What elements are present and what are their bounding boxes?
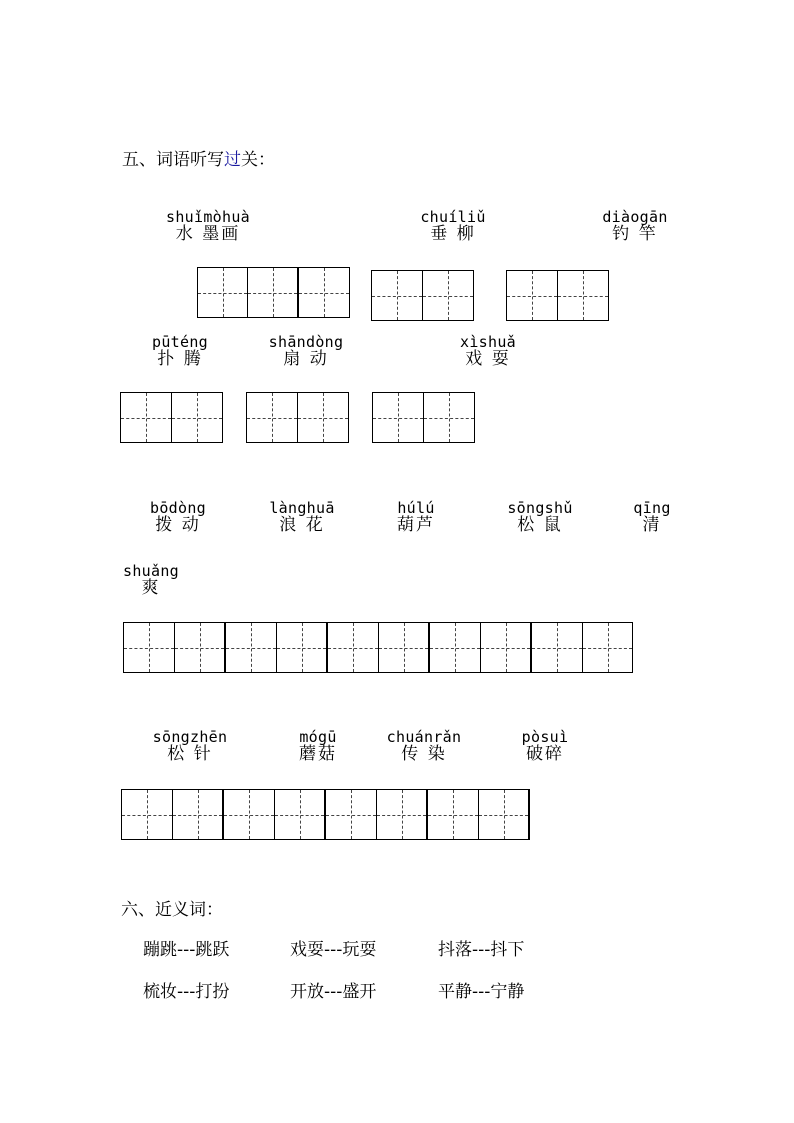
hanzi: 垂 柳: [430, 224, 476, 244]
word-shuimohua: [158, 209, 258, 244]
section-5-title-part3: 关：: [241, 150, 275, 170]
word-shandong: [260, 334, 352, 369]
hanzi: 蘑菇: [299, 744, 337, 764]
synonym-pair: 抖落---抖下: [438, 940, 525, 960]
hanzi: 松 针: [167, 744, 213, 764]
hanzi: 爽: [141, 578, 161, 598]
word-songshu: [498, 500, 582, 535]
synonym-pair: 平静---宁静: [438, 982, 525, 1002]
pinyin: mógū: [299, 728, 337, 746]
word-posui: [512, 729, 578, 764]
pinyin: húlú: [397, 499, 435, 517]
word-bodong: [140, 500, 216, 535]
pinyin: diàogān: [602, 208, 668, 226]
hanzi: 浪 花: [279, 515, 325, 535]
section-5-heading: [122, 150, 275, 170]
word-shuang: [118, 563, 184, 598]
word-chuiliu: [410, 209, 496, 244]
word-xishua: [448, 334, 528, 369]
hanzi: 扇 动: [283, 349, 329, 369]
writing-grid-row3[interactable]: [123, 622, 633, 673]
pinyin: shuǐmòhuà: [166, 208, 250, 226]
hanzi: 传 染: [401, 744, 447, 764]
pinyin: pòsuì: [521, 728, 569, 746]
section-5-title-part1: 五、词语听写: [122, 150, 224, 170]
hanzi: 钓 竿: [612, 224, 658, 244]
pinyin: xìshuǎ: [460, 333, 516, 351]
synonym-pair: 戏耍---玩耍: [290, 940, 377, 960]
hanzi: 拨 动: [155, 515, 201, 535]
pinyin: qīng: [633, 499, 671, 517]
writing-grid-row4[interactable]: [121, 789, 530, 840]
writing-grid-shandong[interactable]: [246, 392, 349, 443]
pinyin: lànghuā: [269, 499, 335, 517]
word-diaogan: [592, 209, 678, 244]
word-mogu: [286, 729, 350, 764]
hanzi: 松 鼠: [517, 515, 563, 535]
pinyin: shuǎng: [123, 562, 179, 580]
pinyin: chuánrǎn: [386, 728, 462, 746]
writing-grid-puteng[interactable]: [120, 392, 223, 443]
hanzi: 破碎: [526, 744, 564, 764]
pinyin: sōngzhēn: [152, 728, 228, 746]
section-5-title-part2: 过: [224, 150, 241, 170]
pinyin: sōngshǔ: [507, 499, 573, 517]
synonym-pair: 开放---盛开: [290, 982, 377, 1002]
word-puteng: [140, 334, 220, 369]
word-hulu: [386, 500, 446, 535]
pinyin: pūténg: [152, 333, 208, 351]
section-6-heading: 六、近义词：: [121, 900, 223, 920]
word-langhua: [262, 500, 342, 535]
word-chuanran: [376, 729, 472, 764]
writing-grid-diaogan[interactable]: [506, 270, 609, 321]
writing-grid-chuiliu[interactable]: [371, 270, 474, 321]
pinyin: bōdòng: [150, 499, 206, 517]
writing-grid-shuimohua[interactable]: [197, 267, 350, 318]
synonym-pair: 梳妆---打扮: [143, 982, 230, 1002]
pinyin: shāndòng: [268, 333, 344, 351]
writing-grid-xishua[interactable]: [372, 392, 475, 443]
hanzi: 水 墨画: [175, 224, 241, 244]
hanzi: 葫芦: [397, 515, 435, 535]
pinyin: chuíliǔ: [420, 208, 486, 226]
synonym-pair: 蹦跳---跳跃: [143, 940, 230, 960]
hanzi: 扑 腾: [157, 349, 203, 369]
word-songzhen: [143, 729, 237, 764]
word-qing: [628, 500, 676, 535]
hanzi: 戏 耍: [465, 349, 511, 369]
hanzi: 清: [642, 515, 662, 535]
